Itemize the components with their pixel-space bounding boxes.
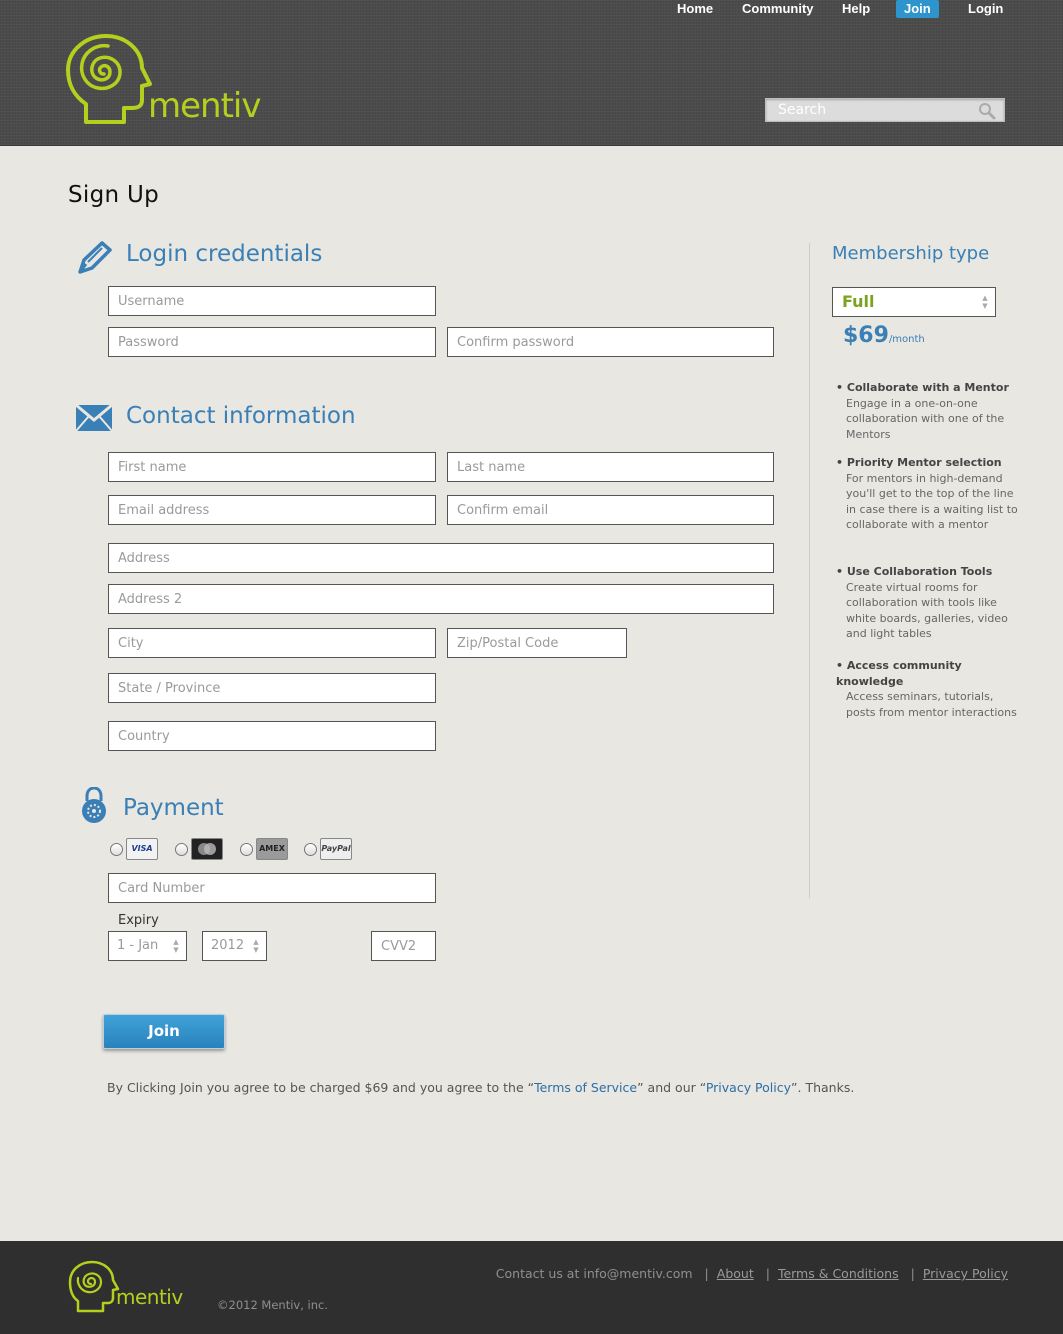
terms-of-service-link[interactable]: Terms of Service [534, 1080, 638, 1095]
agreement-text [107, 1080, 854, 1095]
membership-selected-value: Full [842, 292, 875, 311]
brand-name: mentiv [148, 86, 261, 126]
contact-information-title: Contact information [126, 403, 356, 429]
pen-icon [76, 240, 112, 276]
country-input[interactable] [109, 722, 435, 750]
last-name-input[interactable] [448, 453, 773, 481]
benefit-title: Collaborate with a Mentor [846, 381, 1009, 394]
search-input[interactable] [766, 99, 1004, 121]
nav-help[interactable]: Help [842, 1, 871, 16]
price-unit: /month [888, 334, 925, 345]
expiry-year-select[interactable] [202, 931, 267, 961]
nav-community[interactable]: Community [742, 1, 814, 16]
nav-home[interactable]: Home [677, 1, 714, 16]
spinner-arrows-icon: ▲ ▼ [982, 294, 988, 310]
agreement-suffix: ”. Thanks. [791, 1080, 855, 1095]
benefit-desc: For mentors in high-demand you'll get to the top of the line in case there is a waiting list to collaborate with a mentor [846, 471, 1018, 531]
price-amount: $69 [843, 323, 889, 348]
footer-contact: Contact us at info@mentiv.com [495, 1266, 693, 1281]
sidebar-divider [809, 243, 810, 898]
login-credentials-title: Login credentials [126, 241, 323, 267]
password-field [108, 327, 436, 357]
paypal-icon: PayPal [320, 838, 352, 860]
expiry-month-value: 1 - Jan [117, 938, 159, 953]
email-input[interactable] [109, 496, 435, 524]
benefit-title: Use Collaboration Tools [846, 565, 993, 578]
benefit-item: • Use Collaboration Tools Create virtual rooms for collaboration with tools like white boards, galleries, video and light tables [836, 564, 1026, 642]
confirm-email-field [447, 495, 774, 525]
footer-about-link[interactable]: About [716, 1266, 754, 1281]
zip-field [447, 628, 627, 658]
amex-radio[interactable] [240, 843, 253, 856]
state-input[interactable] [109, 674, 435, 702]
site-footer [0, 1241, 1063, 1334]
confirm-email-input[interactable] [448, 496, 773, 524]
city-input[interactable] [109, 629, 435, 657]
mastercard-icon [191, 838, 223, 860]
search-box [765, 98, 1005, 122]
membership-type-title: Membership type [832, 243, 990, 264]
last-name-field [447, 452, 774, 482]
privacy-policy-link[interactable]: Privacy Policy [705, 1080, 792, 1095]
benefit-desc: Engage in a one-on-one collaboration with one of the Mentors [846, 396, 1005, 441]
membership-type-select[interactable] [832, 287, 996, 317]
footer-privacy-link[interactable]: Privacy Policy [922, 1266, 1008, 1281]
benefit-item: • Priority Mentor selection For mentors in high-demand you'll get to the top of the line in case there is a waiting list to collaborate with a mentor [836, 455, 1026, 533]
nav-login[interactable]: Login [968, 1, 1004, 16]
benefit-desc: Create virtual rooms for collaboration with tools like white boards, galleries, video and light tables [846, 580, 1008, 640]
card-option-mastercard[interactable] [175, 838, 223, 860]
nav-join[interactable]: Join [896, 0, 939, 18]
join-button[interactable]: Join [103, 1014, 225, 1049]
footer-terms-link[interactable]: Terms & Conditions [777, 1266, 899, 1281]
address2-input[interactable] [109, 585, 773, 613]
benefit-desc: Access seminars, tutorials, posts from mentor interactions [846, 690, 1017, 719]
paypal-radio[interactable] [304, 843, 317, 856]
visa-radio[interactable] [110, 843, 123, 856]
cvv-field [371, 931, 436, 961]
amex-icon: AMEX [256, 838, 288, 860]
confirm-password-field [447, 327, 774, 357]
address2-field [108, 584, 774, 614]
confirm-password-input[interactable] [448, 328, 773, 356]
benefit-item: • Collaborate with a Mentor Engage in a one-on-one collaboration with one of the Mentors [836, 380, 1026, 442]
password-input[interactable] [109, 328, 435, 356]
search-icon[interactable] [978, 102, 996, 120]
envelope-icon [75, 404, 113, 432]
card-option-paypal[interactable] [304, 838, 352, 860]
username-field [108, 286, 436, 316]
benefit-item: • Access community knowledge Access seminars, tutorials, posts from mentor interactions [836, 658, 1026, 720]
site-header [0, 0, 1063, 146]
address-field [108, 543, 774, 573]
address-input[interactable] [109, 544, 773, 572]
card-option-amex[interactable] [240, 838, 288, 860]
benefit-title: Access community knowledge [836, 659, 962, 688]
expiry-year-value: 2012 [211, 938, 245, 953]
spinner-arrows-icon: ▲ ▼ [173, 938, 179, 954]
email-field [108, 495, 436, 525]
page-title: Sign Up [68, 182, 160, 208]
membership-price [843, 323, 925, 348]
expiry-label: Expiry [118, 913, 159, 928]
footer-links: Contact us at info@mentiv.com | About | Terms & Conditions | Privacy Policy [495, 1266, 1008, 1281]
footer-brand-name: mentiv [116, 1285, 183, 1309]
benefit-title: Priority Mentor selection [846, 456, 1002, 469]
expiry-month-select[interactable] [108, 931, 187, 961]
city-field [108, 628, 436, 658]
first-name-input[interactable] [109, 453, 435, 481]
mastercard-radio[interactable] [175, 843, 188, 856]
visa-icon: VISA [126, 838, 158, 860]
copyright: ©2012 Mentiv, inc. [217, 1298, 328, 1312]
spinner-arrows-icon: ▲ ▼ [253, 938, 259, 954]
cvv-input[interactable] [372, 932, 435, 960]
payment-title: Payment [123, 795, 224, 821]
country-field [108, 721, 436, 751]
card-number-input[interactable] [109, 874, 435, 902]
agreement-prefix: By Clicking Join you agree to be charged $69 and you agree to the “ [107, 1080, 535, 1095]
agreement-middle: ” and our “ [637, 1080, 706, 1095]
state-field [108, 673, 436, 703]
zip-input[interactable] [448, 629, 626, 657]
card-number-field [108, 873, 436, 903]
lock-icon [80, 787, 108, 825]
username-input[interactable] [109, 287, 435, 315]
first-name-field [108, 452, 436, 482]
card-option-visa[interactable] [110, 838, 158, 860]
